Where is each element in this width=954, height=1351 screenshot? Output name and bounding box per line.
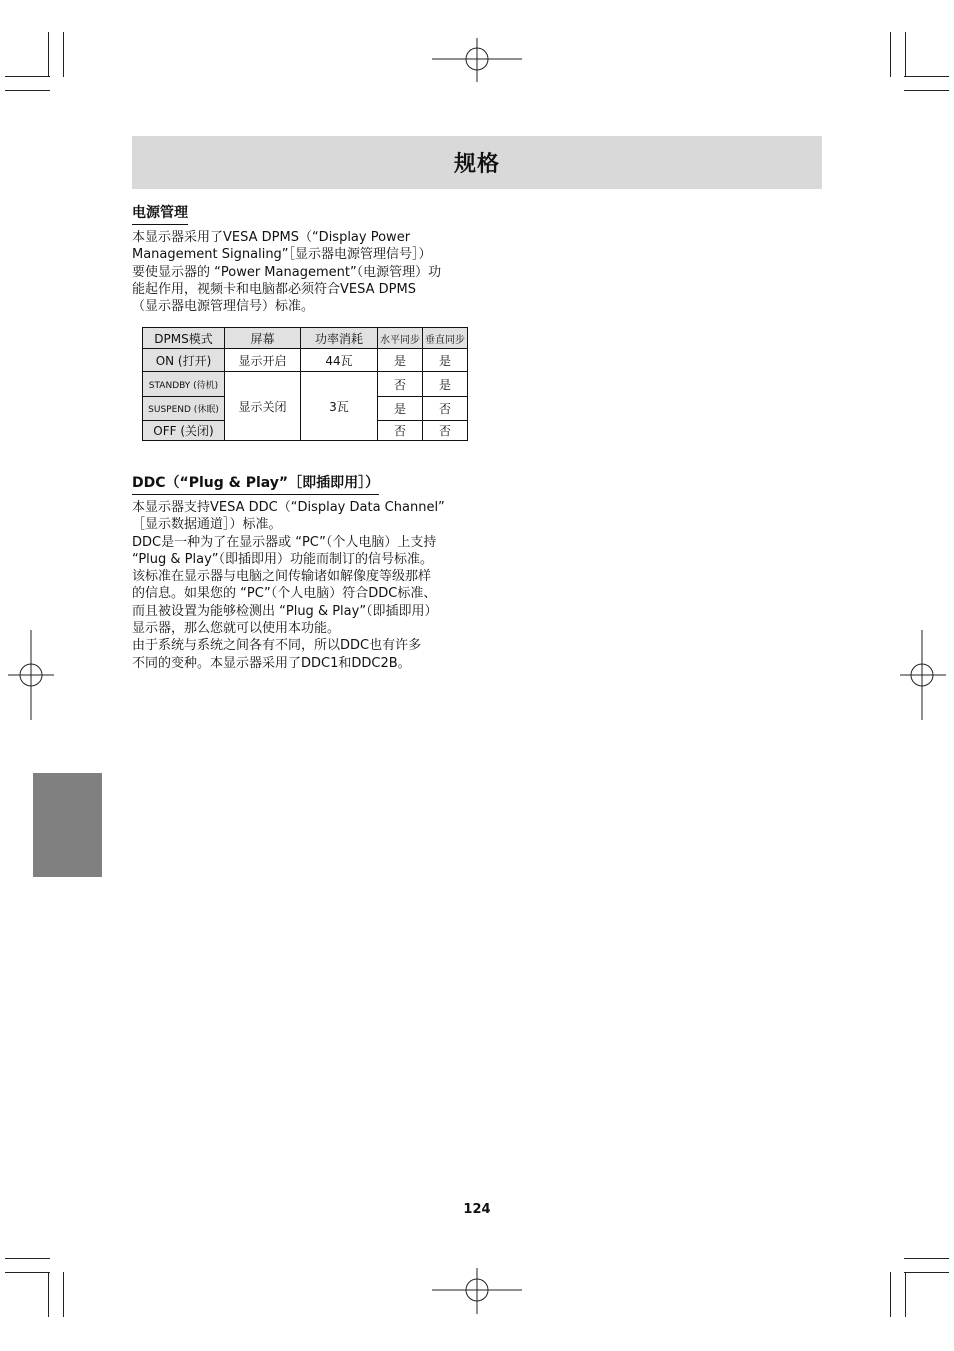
ddc-heading: DDC（“Plug & Play”［即插即用］） [132, 472, 379, 495]
power-management-heading: 电源管理 [132, 202, 188, 225]
cell-mode: ON (打开) [143, 349, 225, 372]
cell-h-sync: 是 [378, 397, 423, 421]
paragraph-line: 该标准在显示器与电脑之间传输诸如解像度等级那样 [132, 569, 432, 585]
paragraph-line: 本显示器采用了VESA DPMS（“Display Power [132, 230, 411, 245]
cell-h-sync: 否 [378, 421, 423, 441]
cell-v-sync: 是 [423, 349, 468, 372]
cell-v-sync: 是 [423, 372, 468, 397]
paragraph-line: （显示器电源管理信号）标准。 [132, 299, 315, 315]
paragraph-line: 的信息。如果您的 “PC”（个人电脑）符合DDC标准、 [132, 586, 437, 602]
power-management-paragraph [132, 229, 472, 315]
cell-mode: STANDBY (待机) [143, 372, 225, 397]
cell-h-sync: 是 [378, 349, 423, 372]
paragraph-line: Management Signaling”［显示器电源管理信号］） [132, 247, 432, 263]
page-title: 规格 [453, 152, 500, 177]
table-row [143, 349, 468, 372]
registration-mark-top [432, 38, 522, 82]
registration-mark-right [900, 630, 946, 720]
cell-power-merged: 3瓦 [301, 372, 378, 441]
paragraph-line: DDC是一种为了在显示器或 “PC”（个人电脑）上支持 [132, 534, 437, 550]
paragraph-line: “Plug & Play”（即插即用）功能而制订的信号标准。 [132, 551, 434, 567]
paragraph-line: 本显示器支持VESA DDC（“Display Data Channel” [132, 500, 445, 515]
header-v-sync: 垂直同步 [423, 328, 468, 349]
cell-v-sync: 否 [423, 397, 468, 421]
paragraph-line: 要使显示器的 “Power Management”（电源管理）功 [132, 264, 442, 280]
page-number: 124 [463, 1202, 491, 1217]
registration-mark-bottom [432, 1268, 522, 1314]
header-dpms-mode: DPMS模式 [143, 328, 225, 349]
cell-screen-merged: 显示关闭 [225, 372, 301, 441]
paragraph-line: 由于系统与系统之间各有不同，所以DDC也有许多 [132, 638, 422, 654]
table-header-row [143, 328, 468, 349]
cell-power: 44瓦 [301, 349, 378, 372]
cell-mode: SUSPEND (休眠) [143, 397, 225, 421]
header-screen: 屏幕 [225, 328, 301, 349]
header-h-sync: 水平同步 [378, 328, 423, 349]
header-power: 功率消耗 [301, 328, 378, 349]
header-bar [132, 136, 822, 189]
cell-v-sync: 否 [423, 421, 468, 441]
ddc-paragraph [132, 499, 472, 672]
paragraph-line: ［显示数据通道］）标准。 [132, 517, 282, 533]
dpms-table [142, 327, 468, 441]
registration-mark-left [8, 630, 54, 720]
cell-screen: 显示开启 [225, 349, 301, 372]
paragraph-line: 而且被设置为能够检测出 “Plug & Play”（即插即用） [132, 603, 438, 619]
cell-h-sync: 否 [378, 372, 423, 397]
chapter-tab [33, 773, 102, 877]
paragraph-line: 不同的变种。本显示器采用了DDC1和DDC2B。 [132, 655, 411, 671]
paragraph-line: 能起作用，视频卡和电脑都必须符合VESA DPMS [132, 281, 416, 297]
table-row [143, 372, 468, 397]
cell-mode: OFF (关闭) [143, 421, 225, 441]
paragraph-line: 显示器，那么您就可以使用本功能。 [132, 621, 341, 637]
